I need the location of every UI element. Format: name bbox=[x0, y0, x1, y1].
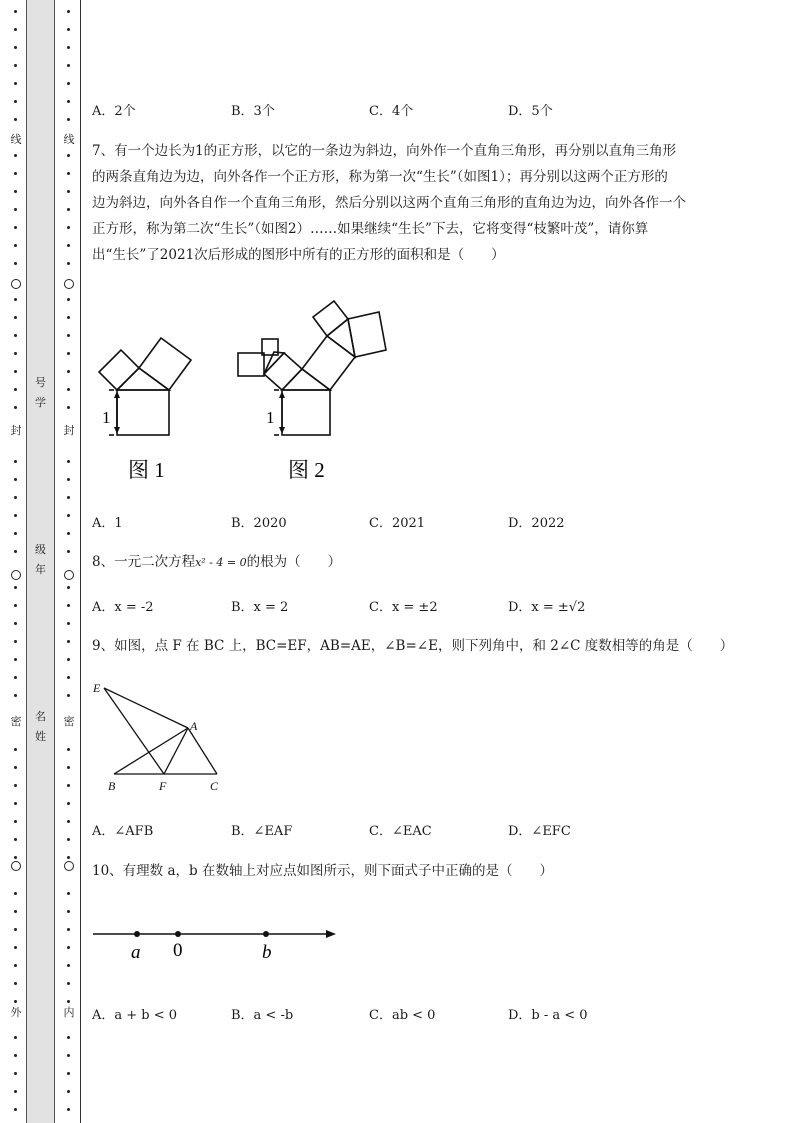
figure-2-caption: 图 2 bbox=[288, 458, 325, 482]
option-c[interactable]: C．ab < 0 bbox=[369, 1008, 436, 1023]
point-label-c: C bbox=[210, 779, 219, 793]
seal-dot bbox=[67, 784, 70, 787]
seal-dot bbox=[67, 244, 70, 247]
figure-2 bbox=[238, 301, 386, 435]
class-label: 级 bbox=[35, 543, 46, 556]
seal-dot bbox=[14, 658, 17, 661]
q6-options bbox=[92, 100, 742, 120]
seal-circle bbox=[64, 570, 74, 580]
option-d[interactable]: D．5个 bbox=[508, 104, 553, 119]
seal-dot bbox=[14, 946, 17, 949]
student-info-band bbox=[26, 0, 55, 1123]
seal-dot bbox=[67, 964, 70, 967]
seal-char: 密 bbox=[10, 715, 22, 728]
point-a bbox=[134, 931, 140, 937]
seal-dot bbox=[14, 1090, 17, 1093]
figure-1 bbox=[99, 338, 191, 435]
seal-dot bbox=[67, 1072, 70, 1075]
q7-line: 7、有一个边长为1的正方形，以它的一条边为斜边，向外作一个直角三角形，再分别以直角三角形 bbox=[92, 143, 677, 159]
seal-dot bbox=[67, 100, 70, 103]
seal-char: 密 bbox=[63, 715, 75, 728]
seal-dot bbox=[67, 1090, 70, 1093]
q7-line: 出“生长”了2021次后形成的图形中所有的正方形的面积和是（ ） bbox=[92, 247, 505, 263]
q7-stem bbox=[92, 138, 742, 268]
seal-dot bbox=[14, 532, 17, 535]
seal-dot bbox=[67, 676, 70, 679]
seal-dot bbox=[14, 28, 17, 31]
seal-circle bbox=[64, 861, 74, 871]
label-zero: 0 bbox=[173, 940, 183, 961]
seal-dot bbox=[14, 694, 17, 697]
label-a: a bbox=[131, 942, 141, 963]
upper-square bbox=[313, 301, 348, 336]
point-label-b: B bbox=[108, 779, 116, 793]
seal-dot bbox=[14, 316, 17, 319]
seal-dot bbox=[14, 10, 17, 13]
seal-dot bbox=[67, 892, 70, 895]
seal-char: 外 bbox=[10, 1006, 22, 1019]
seal-dot bbox=[67, 604, 70, 607]
small-square bbox=[238, 353, 264, 376]
seal-dot bbox=[67, 262, 70, 265]
q7-line: 的两条直角边为边，向外各作一个正方形，称为第一次“生长”（如图1）；再分别以这两个正方形的 bbox=[92, 169, 668, 185]
seal-dot bbox=[14, 244, 17, 247]
option-a[interactable]: A．∠AFB bbox=[92, 824, 154, 839]
seal-dot bbox=[67, 64, 70, 67]
seal-dot bbox=[67, 820, 70, 823]
seal-dot bbox=[67, 838, 70, 841]
name-label: 名 bbox=[35, 710, 46, 723]
seal-dot bbox=[14, 172, 17, 175]
seal-char: 线 bbox=[10, 133, 22, 146]
seal-dot bbox=[67, 370, 70, 373]
upper-square bbox=[348, 312, 386, 357]
point-label-a: A bbox=[190, 719, 198, 733]
binding-margin bbox=[0, 0, 82, 1123]
seal-char: 封 bbox=[10, 424, 22, 437]
seal-dot bbox=[14, 496, 17, 499]
seal-dot bbox=[14, 982, 17, 985]
seal-dot bbox=[14, 838, 17, 841]
seal-dot bbox=[14, 262, 17, 265]
seal-dot bbox=[14, 190, 17, 193]
seal-circle bbox=[11, 570, 21, 580]
seal-dot bbox=[14, 154, 17, 157]
q9-triangle-figure bbox=[90, 676, 230, 798]
seal-dot bbox=[14, 514, 17, 517]
inner-seal-line bbox=[62, 0, 76, 1123]
seal-dot bbox=[67, 1054, 70, 1057]
seal-dot bbox=[14, 46, 17, 49]
seal-dot bbox=[67, 532, 70, 535]
seal-dot bbox=[67, 172, 70, 175]
seal-dot bbox=[14, 766, 17, 769]
seal-dot bbox=[67, 226, 70, 229]
seal-dot bbox=[67, 334, 70, 337]
seal-dot bbox=[67, 748, 70, 751]
seal-dot bbox=[14, 1036, 17, 1039]
seal-dot bbox=[67, 982, 70, 985]
seal-char: 线 bbox=[63, 133, 75, 146]
seal-dot bbox=[67, 586, 70, 589]
seal-dot bbox=[67, 856, 70, 859]
seal-dot bbox=[14, 586, 17, 589]
right-square bbox=[302, 336, 355, 390]
figure-1-caption: 图 1 bbox=[128, 458, 165, 482]
seal-dot bbox=[67, 496, 70, 499]
option-a[interactable]: A．a + b < 0 bbox=[92, 1008, 178, 1023]
option-d[interactable]: D．∠EFC bbox=[508, 824, 571, 839]
seal-circle bbox=[11, 861, 21, 871]
seal-dot bbox=[67, 352, 70, 355]
student-id-label: 号 bbox=[35, 376, 46, 389]
seal-dot bbox=[67, 514, 70, 517]
seal-dot bbox=[67, 910, 70, 913]
seal-dot bbox=[67, 928, 70, 931]
seal-dot bbox=[14, 100, 17, 103]
seal-dot bbox=[14, 370, 17, 373]
seal-dot bbox=[14, 1000, 17, 1003]
seal-dot bbox=[14, 64, 17, 67]
seal-dot bbox=[67, 1108, 70, 1111]
seal-dot bbox=[14, 928, 17, 931]
seal-dot bbox=[14, 82, 17, 85]
seal-dot bbox=[67, 118, 70, 121]
seal-char: 内 bbox=[63, 1006, 75, 1019]
seal-dot bbox=[14, 964, 17, 967]
option-b[interactable]: B．a < -b bbox=[231, 1008, 294, 1023]
seal-dot bbox=[67, 766, 70, 769]
seal-dot bbox=[67, 46, 70, 49]
seal-dot bbox=[67, 802, 70, 805]
seal-dot bbox=[14, 676, 17, 679]
seal-dot bbox=[14, 334, 17, 337]
outer-seal-line bbox=[9, 0, 23, 1123]
seal-dot bbox=[14, 1108, 17, 1111]
seal-circle bbox=[11, 279, 21, 289]
seal-dot bbox=[67, 640, 70, 643]
seal-dot bbox=[14, 298, 17, 301]
option-a[interactable]: A．1 bbox=[92, 516, 123, 531]
seal-dot bbox=[14, 1054, 17, 1057]
point-label-e: E bbox=[93, 681, 101, 695]
seal-dot bbox=[14, 226, 17, 229]
seal-dot bbox=[67, 298, 70, 301]
left-square bbox=[99, 350, 139, 390]
q7-line: 边为斜边，向外各自作一个直角三角形，然后分别以这两个直角三角形的直角边为边，向外各作一个 bbox=[92, 195, 686, 211]
q9-stem: 9、如图，点 F 在 BC 上，BC=EF，AB=AE，∠B=∠E，则下列角中，和 2∠C 度数相等的角是（ ） bbox=[92, 638, 734, 654]
option-d[interactable]: D．b - a < 0 bbox=[508, 1008, 588, 1023]
seal-dot bbox=[14, 748, 17, 751]
q9-options bbox=[92, 820, 742, 840]
q8-suffix: 的根为（ ） bbox=[246, 554, 342, 570]
seal-dot bbox=[14, 640, 17, 643]
seal-dot bbox=[67, 478, 70, 481]
margin-rule bbox=[80, 0, 81, 1123]
seal-dot bbox=[67, 658, 70, 661]
seal-dot bbox=[14, 910, 17, 913]
seal-circle bbox=[64, 279, 74, 289]
seal-dot bbox=[67, 154, 70, 157]
seal-char: 封 bbox=[63, 424, 75, 437]
seal-dot bbox=[14, 352, 17, 355]
point-label-f: F bbox=[159, 779, 167, 793]
q7-line: 正方形，称为第二次“生长”（如图2）……如果继续“生长”下去，它将变得“枝繁叶茂”，请你算 bbox=[92, 221, 649, 237]
option-c[interactable]: C．4个 bbox=[369, 104, 414, 119]
seal-dot bbox=[67, 190, 70, 193]
base-square bbox=[282, 390, 330, 435]
seal-dot bbox=[67, 82, 70, 85]
seal-dot bbox=[67, 550, 70, 553]
seal-dot bbox=[67, 406, 70, 409]
seal-dot bbox=[14, 820, 17, 823]
q8-options bbox=[92, 596, 742, 616]
seal-dot bbox=[14, 550, 17, 553]
seal-dot bbox=[14, 802, 17, 805]
seal-dot bbox=[14, 406, 17, 409]
side-length-label: 1 bbox=[102, 408, 111, 427]
seal-dot bbox=[67, 1000, 70, 1003]
option-c[interactable]: C．x = ±2 bbox=[369, 600, 438, 615]
q10-options bbox=[92, 1004, 742, 1024]
student-id-label: 学 bbox=[35, 396, 46, 409]
option-d[interactable]: D．2022 bbox=[508, 516, 565, 531]
base-square bbox=[117, 390, 169, 435]
seal-dot bbox=[14, 784, 17, 787]
q8-equation: x² - 4 = 0 bbox=[195, 556, 247, 569]
seal-dot bbox=[14, 604, 17, 607]
point-b bbox=[263, 931, 269, 937]
q7-options bbox=[92, 512, 742, 532]
seal-dot bbox=[14, 622, 17, 625]
option-b[interactable]: B．x = 2 bbox=[231, 600, 289, 615]
seal-dot bbox=[67, 460, 70, 463]
option-b[interactable]: B．2020 bbox=[231, 516, 287, 531]
seal-dot bbox=[67, 694, 70, 697]
point-zero bbox=[175, 931, 181, 937]
seal-dot bbox=[14, 856, 17, 859]
option-c[interactable]: C．∠EAC bbox=[369, 824, 432, 839]
seal-dot bbox=[67, 316, 70, 319]
right-square bbox=[139, 338, 191, 390]
seal-dot bbox=[67, 10, 70, 13]
seal-dot bbox=[14, 388, 17, 391]
option-d[interactable]: D．x = ±√2 bbox=[508, 600, 586, 615]
seal-dot bbox=[14, 118, 17, 121]
label-b: b bbox=[262, 942, 272, 963]
option-b[interactable]: B．∠EAF bbox=[231, 824, 293, 839]
side-length-label: 1 bbox=[266, 408, 275, 427]
option-b[interactable]: B．3个 bbox=[231, 104, 275, 119]
option-a[interactable]: A．x = -2 bbox=[92, 600, 154, 615]
class-label: 年 bbox=[35, 563, 46, 576]
seal-dot bbox=[14, 1072, 17, 1075]
seal-dot bbox=[67, 388, 70, 391]
seal-dot bbox=[67, 208, 70, 211]
number-line bbox=[90, 918, 345, 968]
seal-dot bbox=[14, 208, 17, 211]
seal-dot bbox=[67, 28, 70, 31]
left-square bbox=[264, 353, 302, 390]
pythagoras-tree-figures bbox=[90, 295, 400, 490]
seal-dot bbox=[67, 622, 70, 625]
q8-prefix: 8、一元二次方程 bbox=[92, 554, 196, 570]
seal-dot bbox=[67, 946, 70, 949]
seal-dot bbox=[14, 460, 17, 463]
name-label: 姓 bbox=[35, 730, 46, 743]
option-c[interactable]: C．2021 bbox=[369, 516, 426, 531]
seal-dot bbox=[14, 892, 17, 895]
seal-dot bbox=[67, 1036, 70, 1039]
q8-stem bbox=[92, 549, 742, 576]
option-a[interactable]: A．2个 bbox=[92, 104, 136, 119]
q10-stem: 10、有理数 a，b 在数轴上对应点如图所示，则下面式子中正确的是（ ） bbox=[92, 863, 553, 879]
seal-dot bbox=[14, 478, 17, 481]
